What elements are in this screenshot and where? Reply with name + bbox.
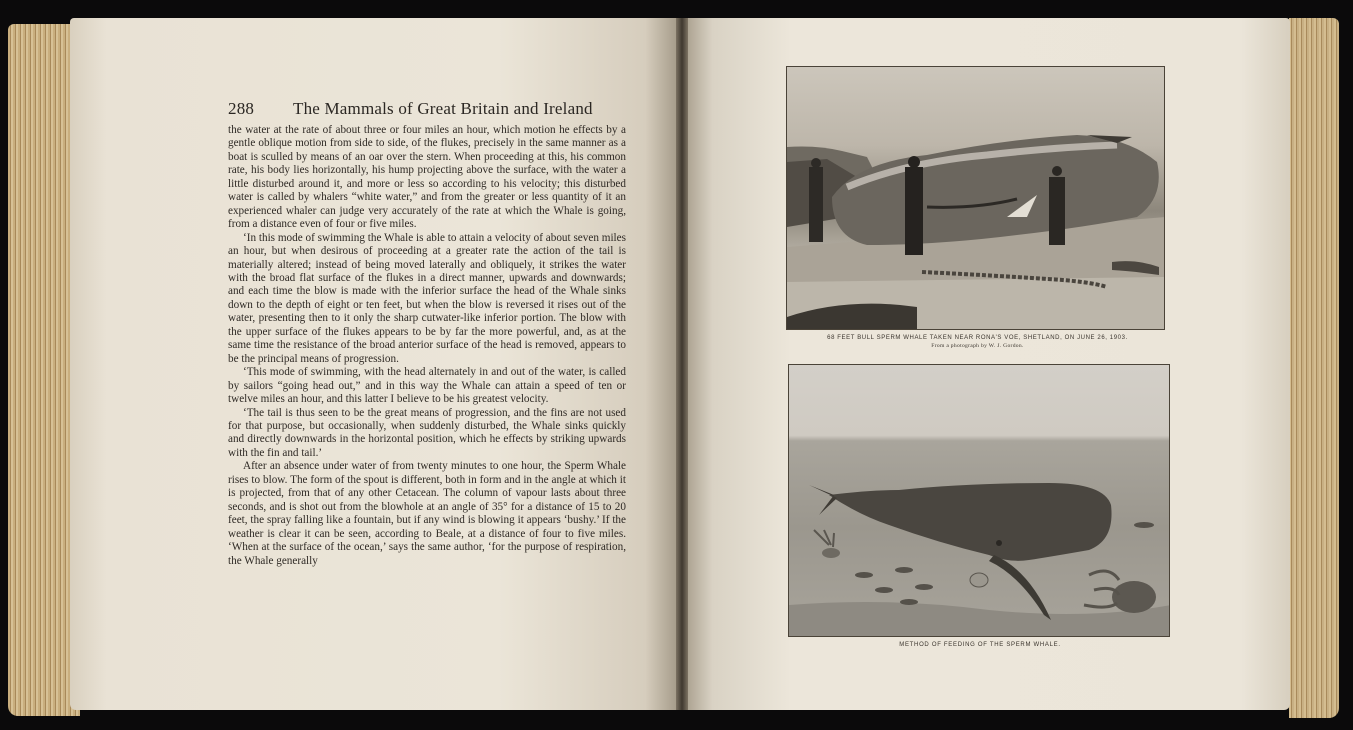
photo-caption: 68 FEET BULL SPERM WHALE TAKEN NEAR RONA'S VOE, SHETLAND, ON JUNE 26, 1903. xyxy=(827,335,1128,341)
paragraph: ‘In this mode of swimming the Whale is able to attain a velocity of about seven miles an hour, but when desirous of proceeding at a greater rate the action of the tail is materially altered; instead of being moved laterally and obliquely, it strikes the water with the broad flat surface of the flukes in a direct manner, upwards and downwards; and each time the blow is made with the inferior surface the head of the Whale sinks down to the depth of eight or ten feet, but when the blow is reversed it rises out of the water, presenting then to it only the sharp cutwater-like inferior portion. The blow with the upper surface of the flukes appears to be by far the more powerful, and, as at the same time the resistance of the broad anterior surface of the head is removed, appears to be the principal means of progression. xyxy=(228,231,626,365)
body-text xyxy=(228,124,626,594)
paragraph: the water at the rate of about three or four miles an hour, which motion he effects by a gentle oblique motion from side to side, of the flukes, precisely in the same manner as a boat is sculled by means of an oar over the stern. When proceeding at this, his common rate, his body lies horizontally, his hump projecting above the surface, with the water a little disturbed around it, and more or less so according to his velocity; this disturbed water is called by whalers “white water,” and from the greater or less quantity of it an experienced whaler can judge very accurately of the rate at which the Whale is going, from a distance even of four or five miles. xyxy=(228,124,626,231)
photo-credit: From a photograph by W. J. Gordon. xyxy=(931,343,1024,349)
running-title: The Mammals of Great Britain and Ireland xyxy=(293,99,593,118)
paragraph: After an absence under water of from twenty minutes to one hour, the Sperm Whale rises to blow. The form of the spout is different, both in form and in the angle at which it is projected, from that of any other Cetacean. The column of vapour lasts about three seconds, and is shot out from the blowhole at an angle of 35° for a distance of 15 to 20 feet, the spray falling like a fountain, but if any wind is blowing it appears ‘bushy.’ If the weather is clear it can be seen, according to Beale, at a distance of four to five miles. ‘When at the surface of the ocean,’ says the same author, ‘for the purpose of respiration, the Whale generally xyxy=(228,460,626,567)
paragraph: ‘The tail is thus seen to be the great means of progression, and the fins are not used for that purpose, but occasionally, when suddenly disturbed, the Whale sinks quickly and directly downwards in the horizontal position, which he effects by striking upwards with the fin and tail.’ xyxy=(228,406,626,459)
running-head xyxy=(228,99,628,121)
paragraph: ‘This mode of swimming, with the head alternately in and out of the water, is called by sailors “going head out,” and in this way the Whale can attain a speed of ten or twelve miles an hour, and this latter I believe to be his greatest velocity. xyxy=(228,366,626,406)
page-number: 288 xyxy=(228,99,255,118)
right-page-block-edge xyxy=(1289,18,1339,718)
illustration-caption: METHOD OF FEEDING OF THE SPERM WHALE. xyxy=(899,642,1061,648)
feeding-illustration xyxy=(788,364,1170,637)
book-gutter xyxy=(676,18,688,710)
sperm-whale-photograph xyxy=(786,66,1165,330)
